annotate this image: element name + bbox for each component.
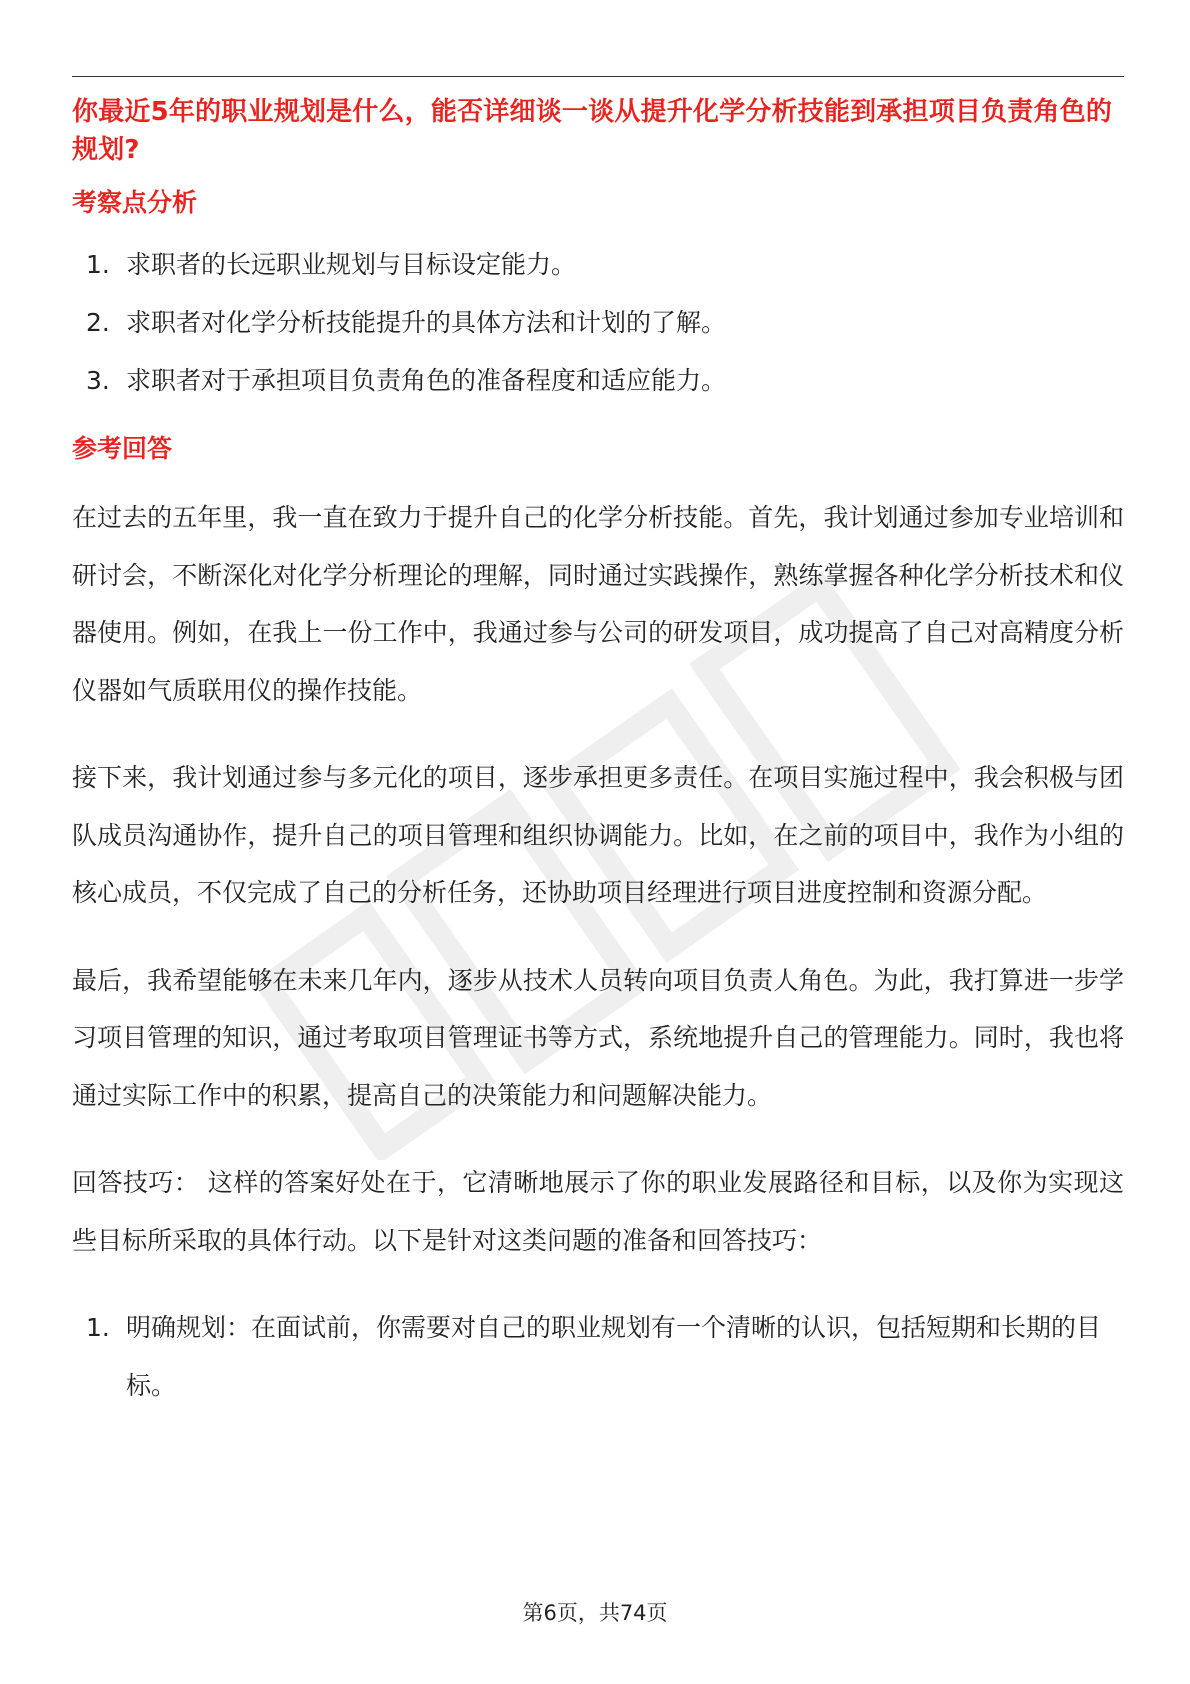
list-item	[72, 305, 1124, 341]
list-number: 3.	[86, 366, 110, 395]
list-item-text: 求职者对化学分析技能提升的具体方法和计划的了解。	[126, 308, 727, 337]
top-rule	[72, 76, 1124, 77]
list-number: 1.	[86, 1313, 110, 1342]
answer-heading: 参考回答	[72, 434, 173, 463]
list-number: 1.	[86, 250, 110, 279]
list-item-text: 明确规划：在面试前，你需要对自己的职业规划有一个清晰的认识，包括短期和长期的目标。	[126, 1313, 1102, 1400]
analysis-list	[72, 247, 1124, 399]
main-content	[72, 93, 1124, 1414]
list-item	[72, 363, 1124, 399]
list-item	[72, 1299, 1124, 1414]
tips-list	[72, 1299, 1124, 1414]
list-item	[72, 247, 1124, 283]
answer-paragraph: 接下来，我计划通过参与多元化的项目，逐步承担更多责任。在项目实施过程中，我会积极与团队成员沟通协作，提升自己的项目管理和组织协调能力。比如，在之前的项目中，我作为小组的核心成员，不仅完成了自己的分析任务，还协助项目经理进行项目进度控制和资源分配。	[72, 763, 1124, 907]
tips-intro: 回答技巧： 这样的答案好处在于，它清晰地展示了你的职业发展路径和目标，以及你为实现这些目标所采取的具体行动。以下是针对这类问题的准备和回答技巧：	[72, 1168, 1124, 1255]
list-item-text: 求职者的长远职业规划与目标设定能力。	[126, 250, 577, 279]
page-number: 第6页，共74页	[522, 1601, 668, 1625]
list-item-text: 求职者对于承担项目负责角色的准备程度和适应能力。	[126, 366, 727, 395]
analysis-heading: 考察点分析	[72, 188, 198, 217]
question-title: 你最近5年的职业规划是什么，能否详细谈一谈从提升化学分析技能到承担项目负责角色的规划?	[72, 97, 1113, 165]
answer-paragraph: 在过去的五年里，我一直在致力于提升自己的化学分析技能。首先，我计划通过参加专业培训和研讨会，不断深化对化学分析理论的理解，同时通过实践操作，熟练掌握各种化学分析技术和仪器使用。例如，在我上一份工作中，我通过参与公司的研发项目，成功提高了自己对高精度分析仪器如气质联用仪的操作技能。	[72, 503, 1124, 705]
list-number: 2.	[86, 308, 110, 337]
answer-paragraph: 最后，我希望能够在未来几年内，逐步从技术人员转向项目负责人角色。为此，我打算进一步学习项目管理的知识，通过考取项目管理证书等方式，系统地提升自己的管理能力。同时，我也将通过实际工作中的积累，提高自己的决策能力和问题解决能力。	[72, 965, 1124, 1110]
